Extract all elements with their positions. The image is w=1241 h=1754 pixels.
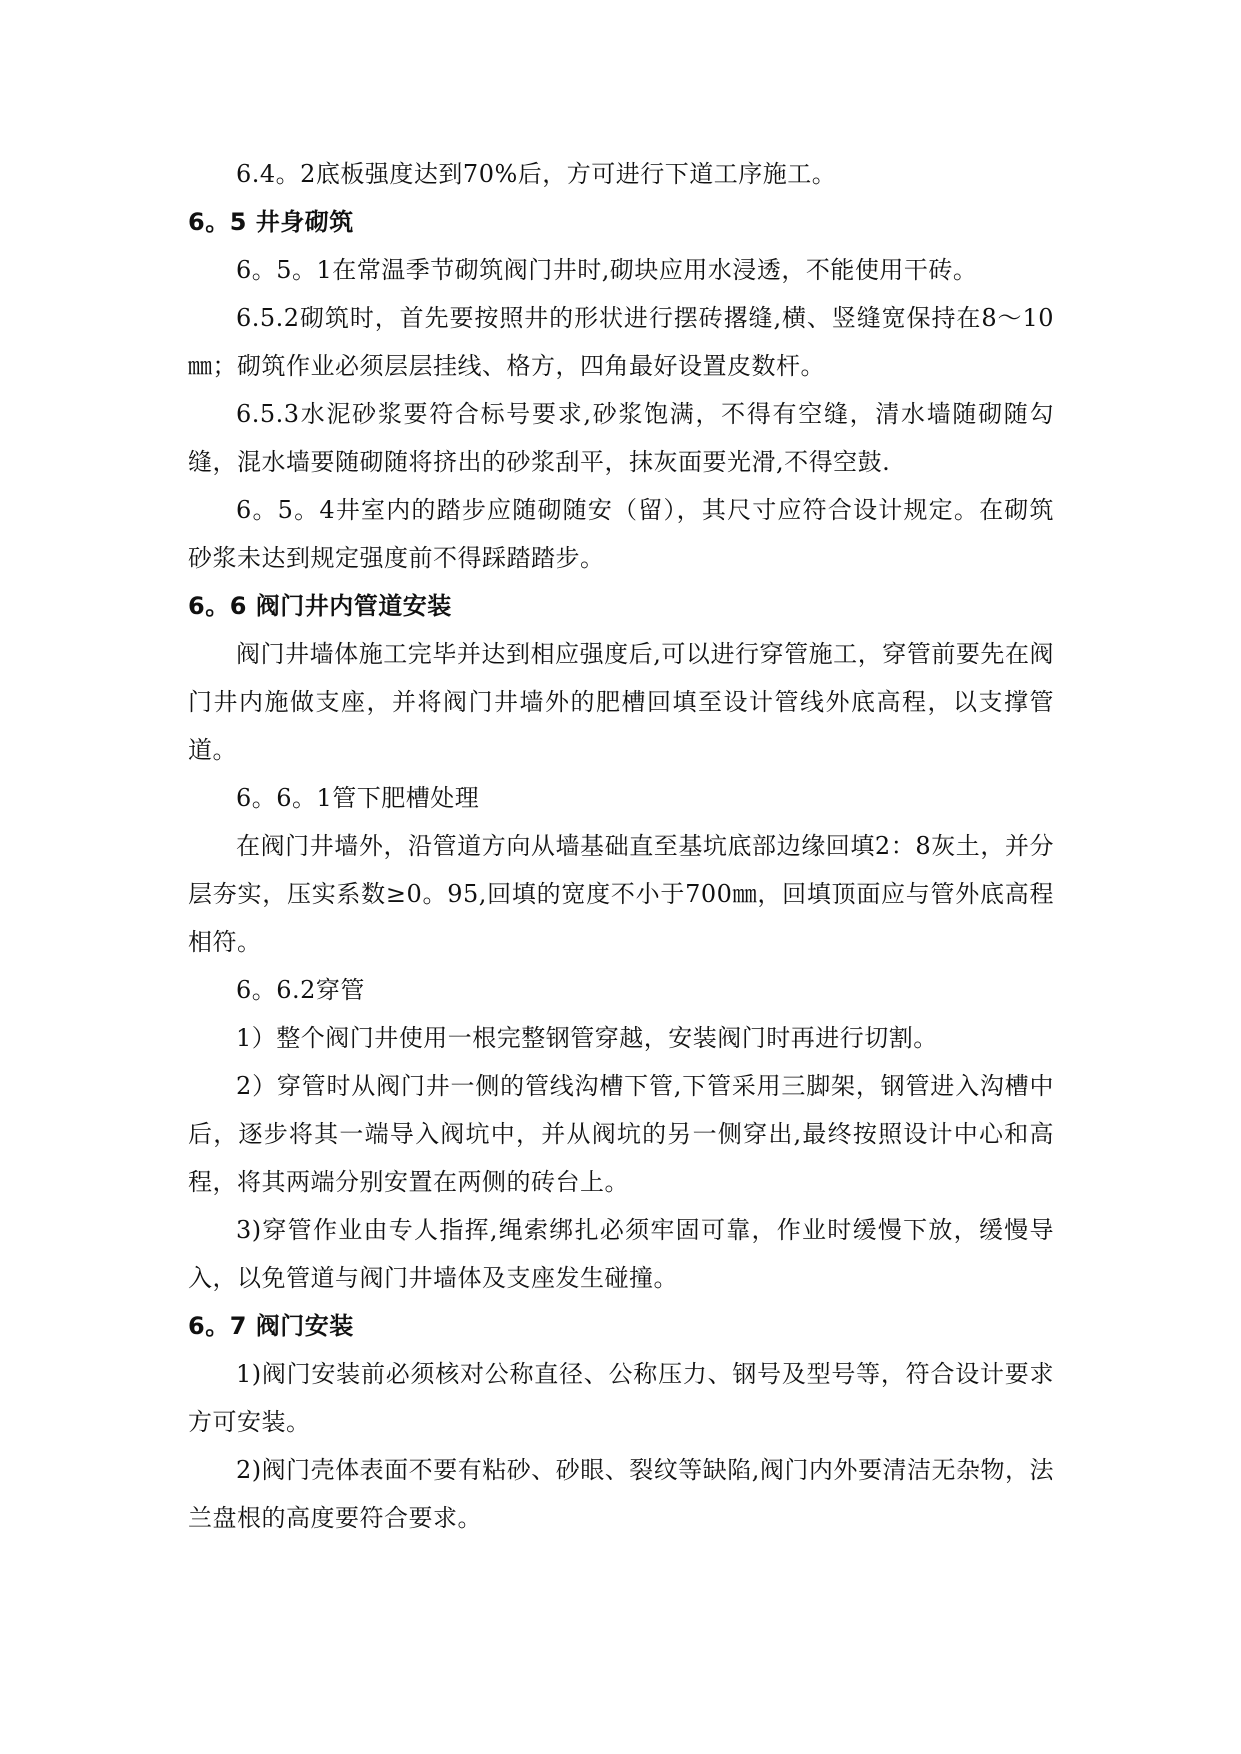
heading-6-7: 6。7 阀门安装 (188, 1312, 354, 1340)
paragraph-6-5-3: 6.5.3水泥砂浆要符合标号要求,砂浆饱满，不得有空缝，清水墙随砌随勾缝，混水墙要随砌随将挤出的砂浆刮平，抹灰面要光滑,不得空鼓. (188, 400, 1054, 476)
list-item-6-7-1: 1)阀门安装前必须核对公称直径、公称压力、钢号及型号等，符合设计要求方可安装。 (188, 1360, 1054, 1436)
list-item-6-6-2-2: 2）穿管时从阀门井一侧的管线沟槽下管,下管采用三脚架，钢管进入沟槽中后，逐步将其一端导入阀坑中，并从阀坑的另一侧穿出,最终按照设计中心和高程，将其两端分别安置在两侧的砖台上。 (188, 1072, 1054, 1196)
subheading-6-6-2: 6。6.2穿管 (236, 976, 365, 1004)
paragraph-6-5-1: 6。5。1在常温季节砌筑阀门井时,砌块应用水浸透，不能使用干砖。 (236, 256, 978, 284)
list-item-6-6-2-3: 3)穿管作业由专人指挥,绳索绑扎必须牢固可靠，作业时缓慢下放，缓慢导入，以免管道与阀门井墙体及支座发生碰撞。 (188, 1216, 1054, 1292)
list-item-6-7-2: 2)阀门壳体表面不要有粘砂、砂眼、裂纹等缺陷,阀门内外要清洁无杂物，法兰盘根的高度要符合要求。 (188, 1456, 1054, 1532)
document-body (188, 150, 1054, 1542)
heading-6-6: 6。6 阀门井内管道安装 (188, 592, 452, 620)
paragraph-6-6-intro: 阀门井墙体施工完毕并达到相应强度后,可以进行穿管施工，穿管前要先在阀门井内施做支座，并将阀门井墙外的肥槽回填至设计管线外底高程，以支撑管道。 (188, 640, 1054, 764)
paragraph-6-6-1: 在阀门井墙外，沿管道方向从墙基础直至基坑底部边缘回填2：8灰土，并分层夯实，压实系数≥0。95,回填的宽度不小于700㎜，回填顶面应与管外底高程相符。 (188, 832, 1054, 956)
paragraph-6-4-2: 6.4。2底板强度达到70%后，方可进行下道工序施工。 (236, 160, 837, 188)
heading-6-5: 6。5 井身砌筑 (188, 208, 354, 236)
paragraph-6-5-2: 6.5.2砌筑时，首先要按照井的形状进行摆砖撂缝,横、竖缝宽保持在8～10㎜；砌筑作业必须层层挂线、格方，四角最好设置皮数杆。 (188, 304, 1054, 380)
subheading-6-6-1: 6。6。1管下肥槽处理 (236, 784, 480, 812)
paragraph-6-5-4: 6。5。4井室内的踏步应随砌随安（留），其尺寸应符合设计规定。在砌筑砂浆未达到规定强度前不得踩踏踏步。 (188, 496, 1054, 572)
list-item-6-6-2-1: 1）整个阀门井使用一根完整钢管穿越，安装阀门时再进行切割。 (236, 1024, 938, 1052)
